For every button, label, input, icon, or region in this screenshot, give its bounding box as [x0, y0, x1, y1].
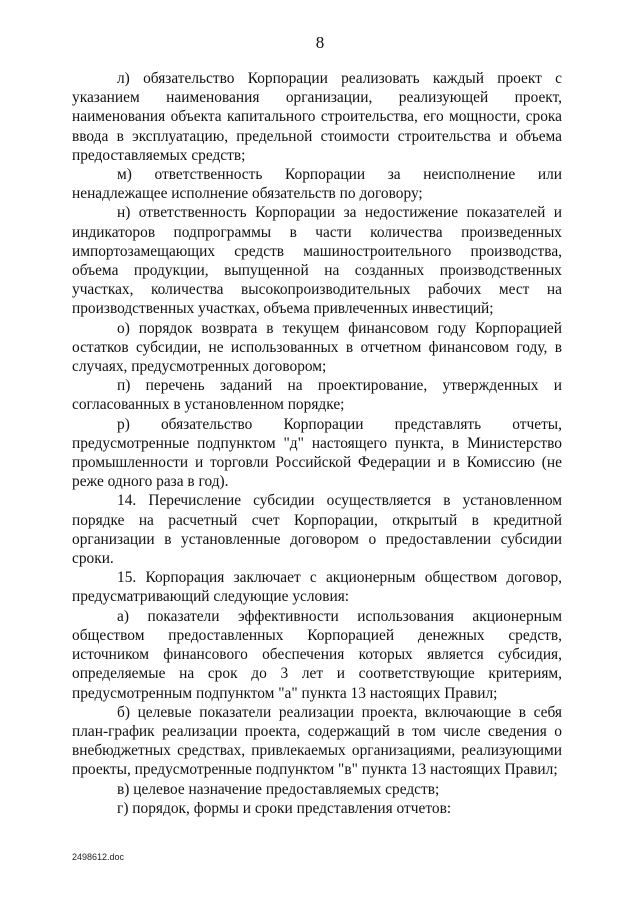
paragraph-15-a: а) показатели эффективности использования акционерным обществом предоставленных Корпорацией денежных средств, источником финансового обеспечения которых является субсидия, определяемые на срок до 3 лет и соответствующие критериям, предусмотренным подпунктом "а" пункта 13 настоящих Правил;: [72, 607, 562, 702]
document-body: [72, 69, 562, 818]
paragraph-14: 14. Перечисление субсидии осуществляется в установленном порядке на расчетный счет Корпорации, открытый в кредитной организации в установленные договором о предоставлении субсидии сроки.: [72, 492, 562, 568]
paragraph-15-g: г) порядок, формы и сроки представления отчетов:: [117, 799, 452, 817]
paragraph-15-v: в) целевое назначение предоставляемых средств;: [117, 780, 440, 798]
paragraph-15: 15. Корпорация заключает с акционерным обществом договор, предусматривающий следующие условия:: [72, 569, 562, 606]
document-footer-filename: 2498612.doc: [72, 852, 125, 862]
paragraph-m: м) ответственность Корпорации за неисполнение или ненадлежащее исполнение обязательств по договору;: [72, 166, 562, 203]
paragraph-o: о) порядок возврата в текущем финансовом году Корпорацией остатков субсидии, не использованных в отчетном финансовом году, в случаях, предусмотренных договором;: [72, 319, 562, 376]
paragraph-15-b: б) целевые показатели реализации проекта, включающие в себя план-график реализации проекта, содержащий в том числе сведения о внебюджетных средствах, привлекаемых организациями, реализующими проекты, предусмотренные подпунктом "в" пункта 13 настоящих Правил;: [72, 703, 562, 779]
paragraph-n: н) ответственность Корпорации за недостижение показателей и индикаторов подпрограммы в части количества произведенных импортозамещающих средств машиностроительного производства, объема продукции, выпущенной на созданных производственных участках, количества высокопроизводительных рабочих мест на производственных участках, объема привлеченных инвестиций;: [72, 204, 562, 318]
page-number: 8: [315, 33, 325, 52]
paragraph-p: п) перечень заданий на проектирование, утвержденных и согласованных в установленном порядке;: [72, 377, 562, 414]
paragraph-l: л) обязательство Корпорации реализовать каждый проект с указанием наименования организации, реализующей проект, наименования объекта капитального строительства, его мощности, срока ввода в эксплуатацию, предельной стоимости строительства и объема предоставляемых средств;: [72, 70, 562, 164]
paragraph-r: р) обязательство Корпорации представлять отчеты, предусмотренные подпунктом "д" настоящего пункта, в Министерство промышленности и торговли Российской Федерации и в Комиссию (не реже одного раза в год).: [72, 415, 562, 491]
